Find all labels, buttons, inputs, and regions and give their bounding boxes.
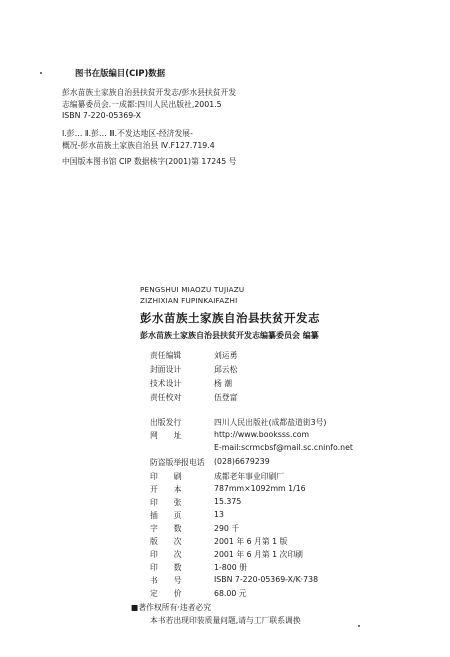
cip-line: 志编纂委员会.一成都:四川人民出版社,2001.5 (62, 100, 222, 109)
book-pinyin-line: ZIZHIXIAN FUPINKAIFAZHI (140, 296, 238, 305)
pub-value: http://www.booksss.com (214, 430, 310, 439)
book-title: 彭水苗族土家族自治县扶贫开发志 (140, 311, 320, 325)
pub-value: 68.00 元 (214, 589, 247, 598)
pub-label: 出版发行 (150, 418, 182, 427)
pub-label: 印张 (150, 498, 198, 507)
pub-value: 290 千 (214, 524, 240, 533)
pub-label: 印数 (150, 563, 198, 572)
cip-line: Ⅰ.彭… Ⅱ.彭… Ⅲ.不发达地区-经济发展- (62, 129, 193, 138)
cip-line: 概况-彭水苗族土家族自治县 Ⅳ.F127.719.4 (62, 141, 215, 150)
pub-value: 成都老年事业印刷厂 (214, 472, 285, 481)
copyright-notice: ■著作权所有·违者必究 (131, 603, 212, 612)
cip-line: 中国版本图书馆 CIP 数据核字(2001)第 17245 号 (62, 157, 237, 166)
quality-notice: 本书若出现印装质量问题,请与工厂联系调换 (150, 616, 301, 625)
pub-label: 定价 (150, 589, 198, 598)
cip-title: 图书在版编目(CIP)数据 (75, 68, 166, 78)
pub-label: 书号 (150, 576, 198, 585)
book-editor: 彭水苗族土家族自治县扶贫开发志编纂委员会 编纂 (140, 331, 319, 340)
pub-label: 印次 (150, 550, 198, 559)
credit-label: 技术设计 (150, 379, 182, 388)
credit-label: 责任校对 (150, 393, 182, 402)
pub-label: 开本 (150, 485, 198, 494)
credit-label: 责任编辑 (150, 351, 182, 360)
pub-value: E-mail:scrmcbsf@mail.sc.cninfo.net (214, 443, 353, 452)
pub-label: 插页 (150, 511, 198, 520)
cip-line: ISBN 7-220-05369-X (62, 111, 141, 120)
book-pinyin-line: PENGSHUI MIAOZU TUJIAZU (140, 285, 245, 294)
pub-value: 2001 年 6 月第 1 版 (214, 537, 288, 546)
pub-label: 防盗版举报电话 (150, 458, 205, 467)
pub-value: ISBN 7-220-05369-X/K·738 (214, 575, 319, 584)
credit-label: 封面设计 (150, 365, 182, 374)
pub-value: 四川人民出版社(成都盐道街3号) (214, 418, 327, 427)
pub-value: 1-800 册 (214, 563, 247, 572)
scan-speck (358, 625, 360, 627)
credit-value: 杨 潮 (214, 379, 233, 388)
pub-value: 15.375 (214, 497, 242, 506)
pub-value: (028)6679239 (214, 457, 270, 466)
pub-label: 字数 (150, 524, 198, 533)
scan-speck (40, 72, 42, 74)
cip-line: 彭水苗族土家族自治县扶贫开发志/彭水县扶贫开发 (62, 88, 237, 97)
pub-label: 印刷 (150, 472, 198, 481)
pub-label: 网址 (150, 431, 198, 440)
pub-value: 13 (214, 510, 224, 519)
credit-value: 伍登富 (214, 393, 238, 402)
pub-value: 2001 年 6 月第 1 次印刷 (214, 550, 303, 559)
credit-value: 刘运勇 (214, 351, 238, 360)
pub-value: 787mm×1092mm 1/16 (214, 484, 306, 493)
pub-label: 版次 (150, 537, 198, 546)
credit-value: 邱云松 (214, 365, 238, 374)
